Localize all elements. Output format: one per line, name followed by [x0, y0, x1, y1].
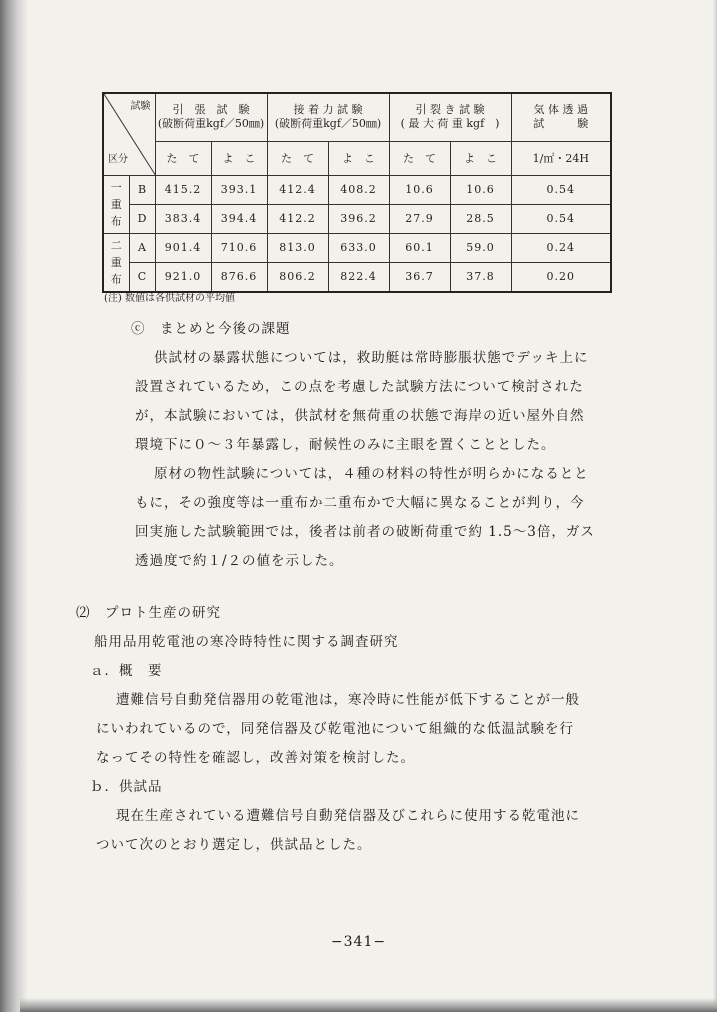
paragraph-line: 遭難信号自動発信器用の乾電池は，寒冷時に性能が低下することが一般	[116, 692, 580, 708]
table-cell: 0.20	[511, 262, 611, 292]
paragraph-line: にいわれているので，同発信器及び乾電池について組織的な低温試験を行	[96, 721, 574, 737]
sub-header-cell: た て	[155, 141, 211, 175]
group-char: 二	[110, 238, 122, 252]
table-cell: 0.54	[511, 175, 611, 204]
table-cell: 0.24	[511, 233, 611, 262]
page-number: −341−	[330, 934, 387, 950]
paragraph-line: なってその特性を確認し，改善対策を検討した。	[96, 750, 415, 766]
table-cell: 28.5	[450, 204, 511, 233]
group-char: 重	[110, 197, 122, 211]
paragraph-line: が，本試験においては，供試材を無荷重の状態で海岸の近い屋外自然	[135, 408, 585, 424]
col-subtitle: ( 最 大 荷 重 kgf )	[400, 117, 500, 131]
paragraph-line: 原材の物性試験については，４種の材料の特性が明らかになるとと	[154, 466, 589, 482]
table-cell: 822.4	[328, 262, 389, 292]
group-char: 布	[110, 214, 122, 228]
col-subtitle: (破断荷重kgf／50㎜)	[274, 117, 382, 131]
paragraph-line: 現在生産されている遭難信号自動発信器及びこれらに使用する乾電池に	[116, 808, 580, 824]
col-subtitle: 試 験	[533, 117, 589, 131]
scan-shadow-bottom	[20, 998, 717, 1012]
sub-header-cell: よ こ	[450, 141, 511, 175]
table-corner-cell	[103, 93, 155, 175]
scan-shadow-left	[0, 0, 28, 1012]
paragraph-line: ついて次のとおり選定し，供試品とした。	[96, 837, 372, 853]
sub-header-cell: た て	[267, 141, 328, 175]
table-cell: 394.4	[211, 204, 267, 233]
table-row	[103, 204, 611, 233]
col-header-adhesion	[267, 93, 389, 141]
table-cell: 412.4	[267, 175, 328, 204]
row-id: A	[129, 233, 155, 262]
table-row	[103, 233, 611, 262]
paragraph-line: 設置されているため，この点を考慮した試験方法について検討された	[135, 379, 584, 395]
row-id: B	[129, 175, 155, 204]
col-subtitle: (破断荷重kgf／50㎜)	[157, 117, 265, 131]
col-title: 引 裂 き 試 験	[415, 103, 485, 117]
paragraph-line: 透過度で約１/２の値を示した。	[135, 553, 344, 569]
col-header-tear	[389, 93, 511, 141]
table-cell: 806.2	[267, 262, 328, 292]
table-row	[103, 175, 611, 204]
row-id: D	[129, 204, 155, 233]
col-header-gas	[511, 93, 611, 141]
group-char: 重	[110, 255, 122, 269]
table-note: (注) 数値は各供試材の平均値	[104, 293, 235, 304]
table-cell: 10.6	[389, 175, 450, 204]
table-cell: 37.8	[450, 262, 511, 292]
table-cell: 415.2	[155, 175, 211, 204]
paragraph-line: 供試材の暴露状態については，救助艇は常時膨脹状態でデッキ上に	[154, 350, 589, 366]
test-results-table	[102, 92, 612, 293]
table-cell: 633.0	[328, 233, 389, 262]
group-char: 一	[110, 180, 122, 194]
col-title: 接 着 力 試 験	[293, 103, 363, 117]
table-cell: 36.7	[389, 262, 450, 292]
table-cell: 59.0	[450, 233, 511, 262]
table-cell: 10.6	[450, 175, 511, 204]
table-cell: 813.0	[267, 233, 328, 262]
table-cell: 27.9	[389, 204, 450, 233]
table-cell: 408.2	[328, 175, 389, 204]
sub-header-cell: 1/㎡・24H	[511, 141, 611, 175]
subsection-a-heading: ａ．概 要	[90, 663, 163, 679]
table-cell: 393.1	[211, 175, 267, 204]
table-cell: 383.4	[155, 204, 211, 233]
corner-label-test: 試験	[130, 101, 151, 112]
table-row	[103, 262, 611, 292]
corner-label-category: 区分	[108, 153, 128, 165]
group-char: 布	[110, 272, 122, 286]
sub-header-cell: た て	[389, 141, 450, 175]
row-id: C	[129, 262, 155, 292]
table-cell: 412.2	[267, 204, 328, 233]
table-cell: 710.6	[211, 233, 267, 262]
col-header-tensile	[155, 93, 267, 141]
group-label-double	[103, 233, 129, 292]
section-c-heading: ⓒ まとめと今後の課題	[131, 321, 291, 337]
col-title: 引 張 試 験	[172, 103, 250, 117]
subsection-b-heading: ｂ．供試品	[90, 779, 163, 795]
sub-header-cell: よ こ	[328, 141, 389, 175]
section-2-heading: ⑵ プロト生産の研究	[76, 605, 221, 621]
sub-header-cell: よ こ	[211, 141, 267, 175]
table-cell: 60.1	[389, 233, 450, 262]
paragraph-line: 回実施した試験範囲では，後者は前者の破断荷重で約 1.5～3倍，ガス	[135, 524, 595, 540]
table-cell: 901.4	[155, 233, 211, 262]
col-title: 気 体 透 過	[533, 103, 589, 117]
paragraph-line: 環境下に０～３年暴露し，耐候性のみに主眼を置くこととした。	[135, 437, 556, 453]
table-cell: 0.54	[511, 204, 611, 233]
table-cell: 876.6	[211, 262, 267, 292]
group-label-single	[103, 175, 129, 233]
paragraph-line: もに，その強度等は一重布か二重布かで大幅に異なることが判り，今	[135, 495, 585, 511]
table-cell: 396.2	[328, 204, 389, 233]
section-2-subtitle: 船用品用乾電池の寒冷時特性に関する調査研究	[94, 634, 399, 650]
table-cell: 921.0	[155, 262, 211, 292]
scan-shadow-right	[713, 0, 717, 1012]
